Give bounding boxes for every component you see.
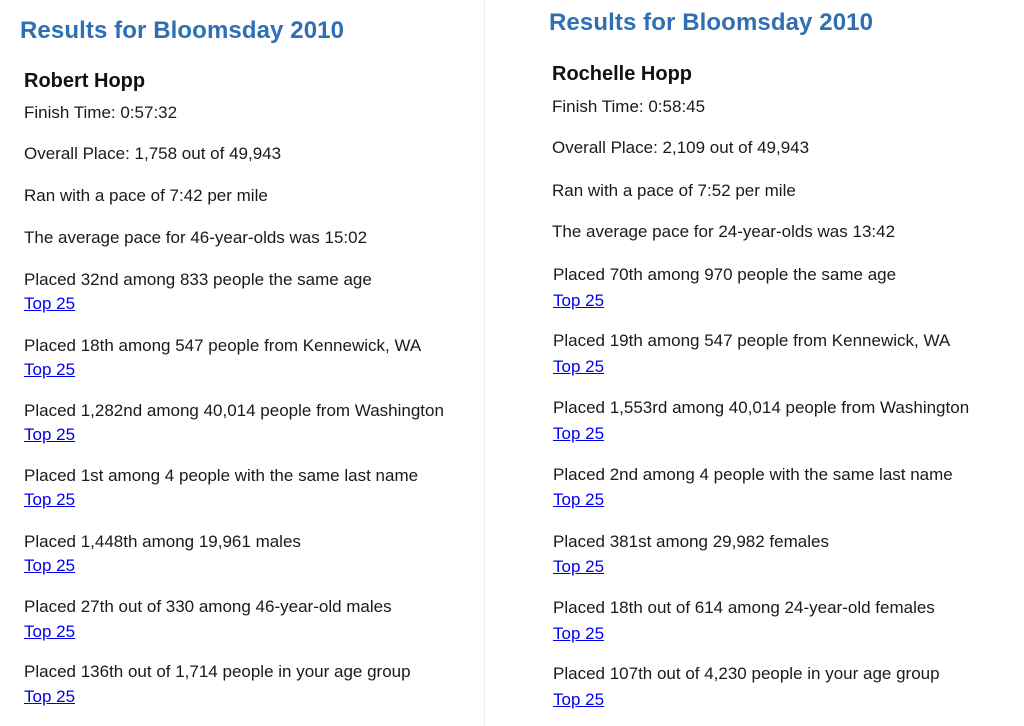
top25-link-city[interactable]: Top 25 bbox=[553, 357, 605, 376]
top25-link-city[interactable]: Top 25 bbox=[24, 360, 76, 379]
top25-link-last-name[interactable]: Top 25 bbox=[24, 490, 76, 509]
top25-link-state[interactable]: Top 25 bbox=[24, 425, 76, 444]
runner-name: Robert Hopp bbox=[24, 70, 146, 92]
top25-link-age-gender[interactable]: Top 25 bbox=[24, 622, 76, 641]
placement-age-gender: Placed 27th out of 330 among 46-year-old males bbox=[24, 597, 392, 616]
placement-age-gender: Placed 18th out of 614 among 24-year-old females bbox=[553, 598, 935, 617]
placement-age-group: Placed 107th out of 4,230 people in your age group bbox=[553, 664, 940, 683]
top25-link-same-age[interactable]: Top 25 bbox=[24, 294, 76, 313]
average-pace: The average pace for 24-year-olds was 13:42 bbox=[552, 222, 896, 241]
top25-link-same-age[interactable]: Top 25 bbox=[553, 291, 605, 310]
placement-gender: Placed 381st among 29,982 females bbox=[553, 532, 829, 551]
placement-same-age: Placed 32nd among 833 people the same age bbox=[24, 270, 372, 289]
placement-age-group: Placed 136th out of 1,714 people in your age group bbox=[24, 662, 411, 681]
top25-link-age-gender[interactable]: Top 25 bbox=[553, 624, 605, 643]
overall-place: Overall Place: 1,758 out of 49,943 bbox=[24, 144, 282, 163]
average-pace: The average pace for 46-year-olds was 15:02 bbox=[24, 228, 368, 247]
finish-time: Finish Time: 0:57:32 bbox=[24, 103, 178, 122]
top25-link-last-name[interactable]: Top 25 bbox=[553, 490, 605, 509]
placement-city: Placed 18th among 547 people from Kennewick, WA bbox=[24, 336, 422, 355]
top25-link-gender[interactable]: Top 25 bbox=[24, 556, 76, 575]
finish-time: Finish Time: 0:58:45 bbox=[552, 97, 706, 116]
placement-last-name: Placed 1st among 4 people with the same last name bbox=[24, 466, 419, 485]
placement-last-name: Placed 2nd among 4 people with the same last name bbox=[553, 465, 953, 484]
placement-state: Placed 1,553rd among 40,014 people from Washington bbox=[553, 398, 970, 417]
results-title: Results for Bloomsday 2010 bbox=[549, 9, 874, 36]
placement-state: Placed 1,282nd among 40,014 people from Washington bbox=[24, 401, 444, 420]
top25-link-age-group[interactable]: Top 25 bbox=[553, 690, 605, 709]
top25-link-age-group[interactable]: Top 25 bbox=[24, 687, 76, 706]
overall-place: Overall Place: 2,109 out of 49,943 bbox=[552, 138, 810, 157]
results-title: Results for Bloomsday 2010 bbox=[20, 17, 345, 44]
top25-link-state[interactable]: Top 25 bbox=[553, 424, 605, 443]
top25-link-gender[interactable]: Top 25 bbox=[553, 557, 605, 576]
placement-same-age: Placed 70th among 970 people the same age bbox=[553, 265, 897, 284]
placement-city: Placed 19th among 547 people from Kennewick, WA bbox=[553, 331, 951, 350]
results-panel-rochelle bbox=[486, 0, 1024, 726]
results-panel-robert bbox=[0, 0, 486, 726]
runner-name: Rochelle Hopp bbox=[552, 63, 693, 85]
pace: Ran with a pace of 7:52 per mile bbox=[552, 181, 796, 200]
placement-gender: Placed 1,448th among 19,961 males bbox=[24, 532, 301, 551]
pace: Ran with a pace of 7:42 per mile bbox=[24, 186, 268, 205]
